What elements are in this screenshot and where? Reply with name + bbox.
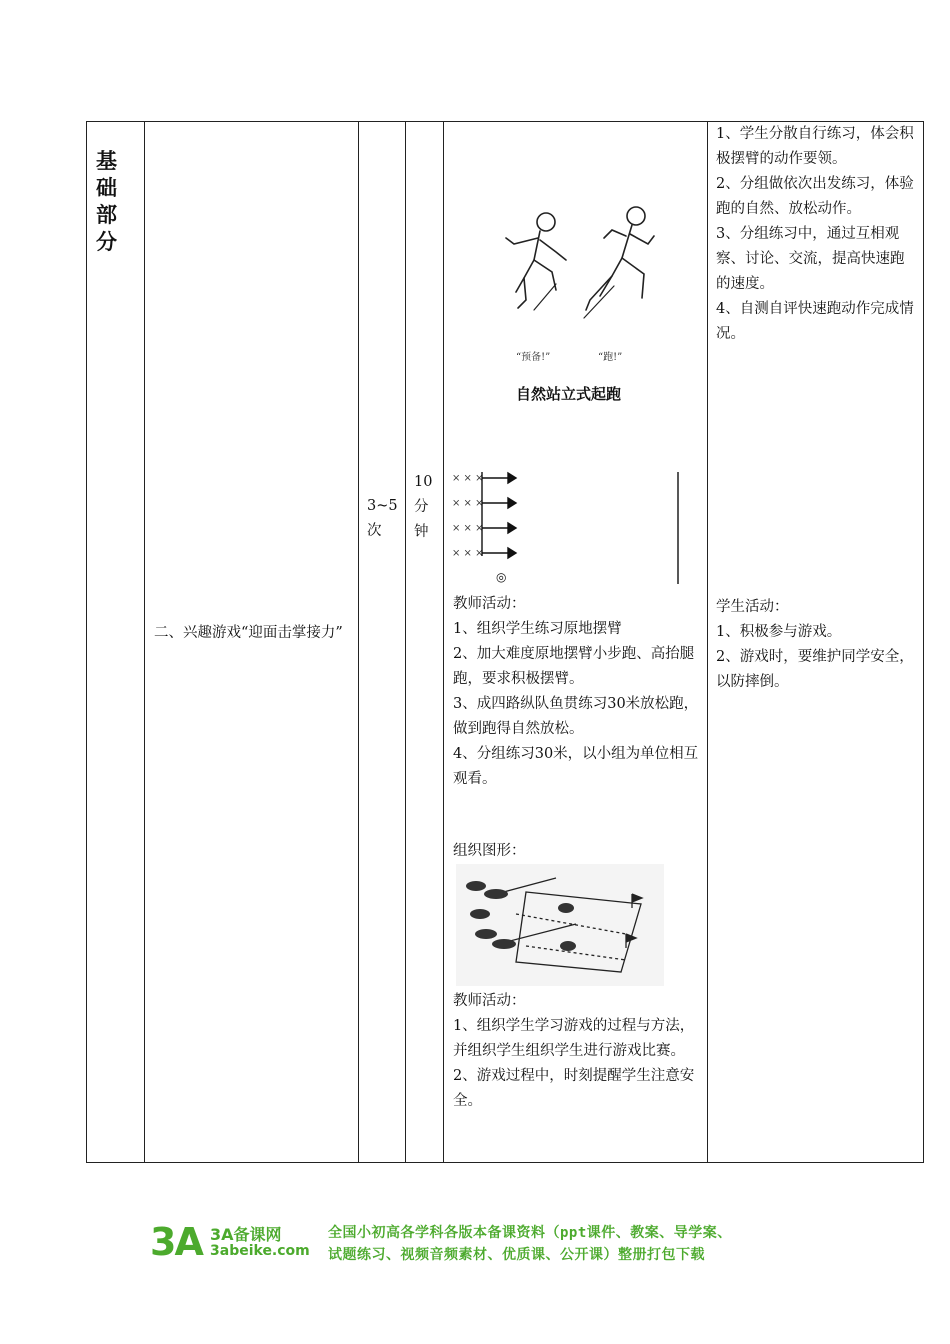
figure-caption: 自然站立式起跑 [516, 385, 622, 403]
teacher-activity-1 [453, 592, 703, 792]
teacher-activity-2 [453, 989, 703, 1114]
label-ready: “预备!” [516, 352, 551, 363]
teacher-activity-item: 1、组织学生练习原地摆臂 [453, 621, 622, 637]
label-run: “跑!” [598, 352, 623, 363]
lesson-plan-table [86, 121, 924, 1163]
teacher-activity-item: 3、成四路纵队鱼贯练习30米放松跑，做到跑得自然放松。 [453, 696, 699, 737]
site-logo-icon: 3A [150, 1220, 202, 1264]
student-activity-2 [716, 595, 916, 695]
formation-arrows [452, 466, 702, 588]
teacher-activity-heading: 教师活动： [453, 993, 526, 1009]
duration-cell [406, 122, 444, 1163]
student-activity-item: 3、分组练习中，通过互相观察、讨论、交流，提高快速跑的速度。 [716, 226, 905, 292]
org-heading: 组织图形： [453, 843, 526, 859]
footer-banner [150, 1218, 850, 1268]
student-activity-item: 2、分组做依次出发练习，体验跑的自然、放松动作。 [716, 176, 914, 217]
times-cell [359, 122, 406, 1163]
student-activity-item: 1、学生分散自行练习，体会积极摆臂的动作要领。 [716, 126, 914, 167]
student-activity-cell [708, 122, 924, 1163]
section-cell [87, 122, 145, 1163]
student-activity-1 [716, 122, 916, 347]
site-logo-name: 3A备课网 [210, 1225, 282, 1244]
content-item-2: 二、兴趣游戏“迎面击掌接力” [154, 625, 343, 641]
formation-row: × × × [452, 473, 484, 484]
teacher-activity-cell [444, 122, 708, 1163]
formation-row: × × × [452, 523, 484, 534]
footer-slogan-line-2: 试题练习、视频音频素材、优质课、公开课）整册打包下载 [328, 1247, 705, 1263]
formation-diagram [452, 466, 702, 588]
teacher-activity-item: 4、分组练习30米，以小组为单位相互观看。 [453, 746, 699, 787]
site-logo-url[interactable]: 3abeike.com [210, 1243, 310, 1259]
footer-slogan-line-1: 全国小初高各学科各版本备课资料（ppt课件、教案、导学案、 [328, 1225, 732, 1241]
relay-game-illustration [456, 864, 664, 986]
relay-game-figure [456, 864, 664, 986]
teacher-activity-item: 2、游戏过程中，时刻提醒学生注意安全。 [453, 1068, 695, 1109]
student-activity-heading: 学生活动： [716, 599, 789, 615]
student-activity-item: 2、游戏时，要维护同学安全，以防摔倒。 [716, 649, 914, 690]
student-activity-item: 1、积极参与游戏。 [716, 624, 842, 640]
content-cell [145, 122, 359, 1163]
teacher-activity-item: 1、组织学生学习游戏的过程与方法，并组织学生组织学生进行游戏比赛。 [453, 1018, 695, 1059]
times-value: 3~5次 [367, 498, 398, 539]
standing-start-figure [494, 200, 710, 405]
section-title: 基础部分 [96, 149, 117, 254]
teacher-activity-item: 2、加大难度原地摆臂小步跑、高抬腿跑，要求积极摆臂。 [453, 646, 695, 687]
duration-value: 10分钟 [414, 474, 433, 540]
teacher-activity-heading: 教师活动： [453, 596, 526, 612]
formation-row: × × × [452, 498, 484, 509]
student-activity-item: 4、自测自评快速跑动作完成情况。 [716, 301, 914, 342]
runner-illustration [494, 200, 710, 375]
formation-row: × × × [452, 548, 484, 559]
teacher-marker: ◎ [496, 570, 507, 584]
